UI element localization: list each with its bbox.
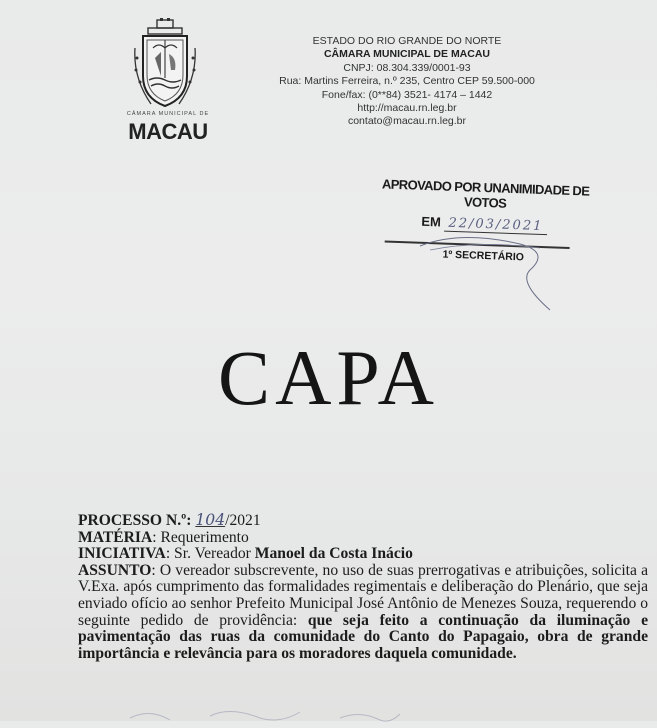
letterhead-website: http://macau.rn.leg.br: [357, 102, 457, 115]
materia-line: [78, 530, 648, 547]
page-title: CAPA: [218, 334, 439, 421]
iniciativa-prefix: : Sr. Vereador: [165, 545, 255, 563]
letterhead-chamber: CÂMARA MUNICIPAL DE MACAU: [323, 48, 491, 61]
stamp-secretary-label: 1º SECRETÁRIO: [442, 248, 525, 264]
logo-chamber-label: CÂMARA MUNICIPAL DE: [126, 111, 210, 117]
stamp-approved-text: APROVADO POR UNANIMIDADE DE VOTOS: [381, 176, 590, 211]
process-number-line: [78, 512, 648, 530]
iniciativa-line: [78, 546, 648, 563]
assunto-label: ASSUNTO: [78, 561, 152, 579]
logo-city-name: MACAU: [128, 119, 208, 144]
process-number-handwritten: 104: [195, 511, 226, 529]
assunto-bold-text: que seja feito a continuação da iluminação e pavimentação das ruas da comunidade do Canto do Papagaio, obra de grande importância e relevância para os moradores daquela comunidade.: [78, 611, 648, 662]
stamp-em-label: EM: [421, 213, 442, 230]
coat-of-arms-icon: [133, 18, 197, 110]
letterhead-address: Rua: Martins Ferreira, n.º 235, Centro CEP 59.500-000: [279, 75, 535, 88]
iniciativa-label: INICIATIVA: [78, 545, 166, 563]
letterhead-email: contato@macau.rn.leg.br: [347, 115, 467, 128]
process-year: /2021: [225, 512, 261, 529]
letterhead-state: ESTADO DO RIO GRANDE DO NORTE: [312, 35, 502, 47]
faint-handwriting-icon: [90, 698, 510, 728]
letterhead-phone: Fone/fax: (0**84) 3521- 4174 – 1442: [321, 88, 493, 101]
process-label: PROCESSO N.º:: [78, 512, 192, 529]
assunto-text: : O vereador subscrevente, no uso de suas prerrogativas e atribuições, solicita a V.Exa. após cumprimento das formalidades regimentais e deliberação do Plenário, que seja enviado ofício ao senhor Prefeito Municipal José Antônio de Menezes Souza, requerendo o seguinte pedido de providência:: [78, 561, 648, 629]
letterhead: [262, 35, 552, 129]
materia-label: MATÉRIA: [78, 528, 153, 546]
materia-value: : Requerimento: [152, 528, 249, 546]
stamp-handwritten-date: 22/03/2021: [444, 216, 547, 236]
assunto-paragraph: [78, 563, 648, 663]
signature-scribble-icon: [400, 210, 600, 320]
letterhead-cnpj: CNPJ: 08.304.339/0001-93: [343, 61, 471, 74]
process-details: [78, 512, 648, 662]
iniciativa-name: Manoel da Costa Inácio: [254, 545, 413, 563]
